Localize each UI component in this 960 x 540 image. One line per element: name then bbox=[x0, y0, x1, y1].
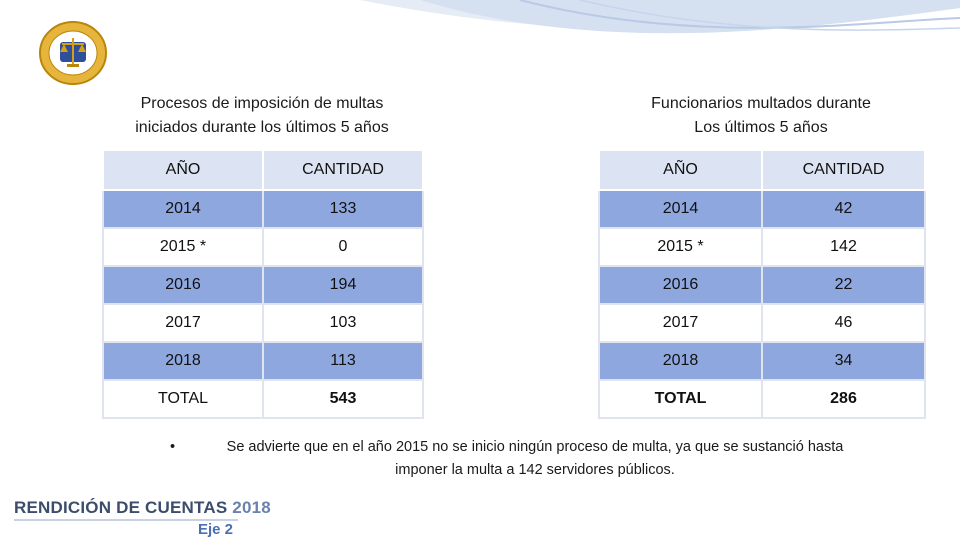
footer-title-main: RENDICIÓN DE CUENTAS bbox=[14, 498, 233, 517]
total-label-cell: TOTAL bbox=[103, 380, 263, 418]
table-row bbox=[599, 228, 925, 266]
column-header-quantity: CANTIDAD bbox=[263, 150, 423, 190]
quantity-cell: 34 bbox=[762, 342, 925, 380]
fines-processes-table bbox=[102, 149, 424, 419]
year-cell: 2016 bbox=[103, 266, 263, 304]
table-row bbox=[599, 342, 925, 380]
total-label-cell: TOTAL bbox=[599, 380, 762, 418]
quantity-cell: 103 bbox=[263, 304, 423, 342]
right-heading-line1: Funcionarios multados durante bbox=[651, 95, 871, 112]
column-header-year: AÑO bbox=[103, 150, 263, 190]
total-value-cell: 543 bbox=[263, 380, 423, 418]
table-header-row bbox=[599, 150, 925, 190]
quantity-cell: 142 bbox=[762, 228, 925, 266]
year-cell: 2018 bbox=[599, 342, 762, 380]
year-cell: 2016 bbox=[599, 266, 762, 304]
quantity-cell: 133 bbox=[263, 190, 423, 228]
table-row bbox=[103, 190, 423, 228]
footer-axis-label: Eje 2 bbox=[198, 521, 234, 538]
year-cell: 2018 bbox=[103, 342, 263, 380]
table-row bbox=[103, 304, 423, 342]
table-header-row bbox=[103, 150, 423, 190]
column-header-year: AÑO bbox=[599, 150, 762, 190]
table-row bbox=[599, 190, 925, 228]
year-cell: 2015 * bbox=[599, 228, 762, 266]
table-row bbox=[103, 228, 423, 266]
header-swoosh-decoration bbox=[0, 0, 960, 80]
left-heading-line1: Procesos de imposición de multas bbox=[140, 95, 384, 112]
year-cell: 2015 * bbox=[103, 228, 263, 266]
left-table-heading bbox=[104, 92, 420, 140]
year-cell: 2017 bbox=[103, 304, 263, 342]
quantity-cell: 22 bbox=[762, 266, 925, 304]
bullet-point-icon: • bbox=[170, 439, 176, 455]
footer-title-year: 2018 bbox=[232, 498, 271, 517]
fined-officials-table bbox=[598, 149, 926, 419]
table-row bbox=[599, 304, 925, 342]
table-row bbox=[599, 266, 925, 304]
table-total-row bbox=[103, 380, 423, 418]
total-value-cell: 286 bbox=[762, 380, 925, 418]
year-cell: 2014 bbox=[599, 190, 762, 228]
organo-judicial-seal-icon bbox=[38, 20, 108, 86]
table-total-row bbox=[599, 380, 925, 418]
quantity-cell: 113 bbox=[263, 342, 423, 380]
table-row bbox=[103, 266, 423, 304]
quantity-cell: 46 bbox=[762, 304, 925, 342]
right-table-heading bbox=[598, 92, 924, 140]
quantity-cell: 42 bbox=[762, 190, 925, 228]
table-row bbox=[103, 342, 423, 380]
year-cell: 2014 bbox=[103, 190, 263, 228]
footnote bbox=[170, 436, 870, 482]
right-heading-line2: Los últimos 5 años bbox=[694, 119, 828, 136]
column-header-quantity: CANTIDAD bbox=[762, 150, 925, 190]
year-cell: 2017 bbox=[599, 304, 762, 342]
quantity-cell: 194 bbox=[263, 266, 423, 304]
footer-title bbox=[14, 498, 271, 518]
footnote-text: Se advierte que en el año 2015 no se inicio ningún proceso de multa, ya que se sustanció hasta imponer la multa a 142 servidores públicos. bbox=[226, 439, 844, 478]
quantity-cell: 0 bbox=[263, 228, 423, 266]
left-heading-line2: iniciados durante los últimos 5 años bbox=[135, 119, 389, 136]
